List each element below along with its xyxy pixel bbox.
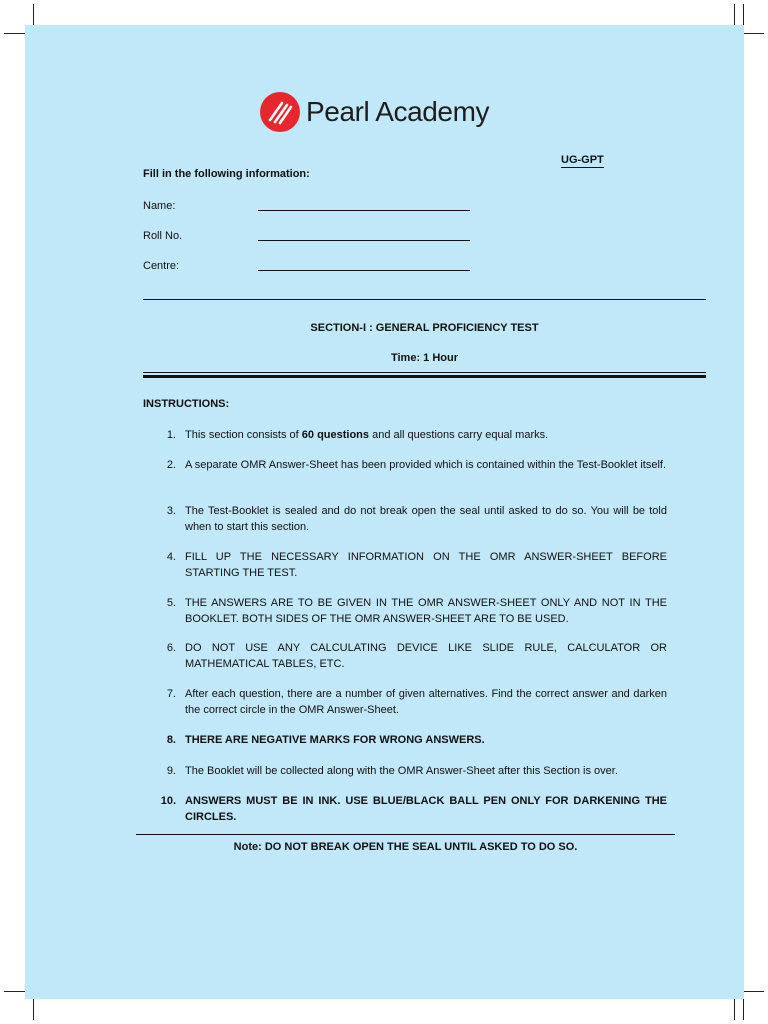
crop-mark-bottom-left-vertical (33, 996, 34, 1020)
instruction-text: The Booklet will be collected along with the OMR Answer-Sheet after this Section is over. (185, 765, 618, 777)
brand-name: Pearl Academy (306, 96, 490, 127)
instruction-number: 5. (166, 597, 176, 609)
instruction-number: 9. (166, 765, 176, 777)
centre-field[interactable] (258, 270, 470, 271)
instruction-text: The Test-Booklet is sealed and do not break open the seal until asked to do so. You will be told when to start this section. (185, 505, 667, 533)
brand-logo (260, 92, 489, 132)
instruction-text: FILL UP THE NECESSARY INFORMATION ON THE OMR ANSWER-SHEET BEFORE STARTING THE TEST. (185, 551, 667, 579)
roll-no-field[interactable] (258, 240, 470, 241)
instructions-heading: INSTRUCTIONS: (143, 398, 230, 410)
name-field[interactable] (258, 210, 470, 211)
instruction-number: 3. (166, 505, 176, 517)
pearl-academy-logo-icon (260, 92, 300, 132)
double-divider-bottom (143, 375, 706, 378)
instruction-text: ANSWERS MUST BE IN INK. USE BLUE/BLACK BALL PEN ONLY FOR DARKENING THE CIRCLES. (185, 795, 667, 823)
roll-no-label: Roll No. (143, 230, 183, 242)
time-allowed: Time: 1 Hour (390, 352, 459, 364)
note-divider (136, 834, 675, 835)
crop-mark-bottom-right-vertical (734, 996, 735, 1020)
instruction-number: 6. (166, 642, 176, 654)
instruction-number: 4. (166, 551, 176, 563)
name-label: Name: (143, 200, 176, 212)
instruction-number: 1. (166, 429, 176, 441)
test-code: UG-GPT (561, 154, 604, 166)
centre-label: Centre: (143, 260, 180, 272)
instruction-text: A separate OMR Answer-Sheet has been provided which is contained within the Test-Booklet itself. (185, 459, 667, 471)
instruction-text: This section consists of 60 questions and all questions carry equal marks. (185, 429, 549, 441)
instruction-text: DO NOT USE ANY CALCULATING DEVICE LIKE SLIDE RULE, CALCULATOR OR MATHEMATICAL TABLES, ETC. (185, 642, 667, 670)
instruction-number: 7. (166, 688, 176, 700)
fill-info-heading: Fill in the following information: (143, 168, 310, 180)
instruction-text: THE ANSWERS ARE TO BE GIVEN IN THE OMR ANSWER-SHEET ONLY AND NOT IN THE BOOKLET. BOTH SIDES OF THE OMR ANSWER-SHEET ARE TO BE USED. (185, 597, 667, 625)
section-title: SECTION-I : GENERAL PROFICIENCY TEST (310, 322, 539, 334)
instruction-number: 8. (166, 734, 176, 746)
double-divider-top (143, 372, 706, 373)
footer-note: Note: DO NOT BREAK OPEN THE SEAL UNTIL ASKED TO DO SO. (233, 841, 578, 853)
instruction-text: After each question, there are a number of given alternatives. Find the correct answer and darken the correct circle in the OMR Answer-Sheet. (185, 688, 667, 716)
instruction-number: 2. (166, 459, 176, 471)
instruction-text: THERE ARE NEGATIVE MARKS FOR WRONG ANSWERS. (185, 734, 485, 746)
crop-mark-bottom-right-vertical-2 (743, 996, 744, 1020)
divider (143, 299, 706, 300)
instruction-number: 10. (160, 795, 176, 807)
